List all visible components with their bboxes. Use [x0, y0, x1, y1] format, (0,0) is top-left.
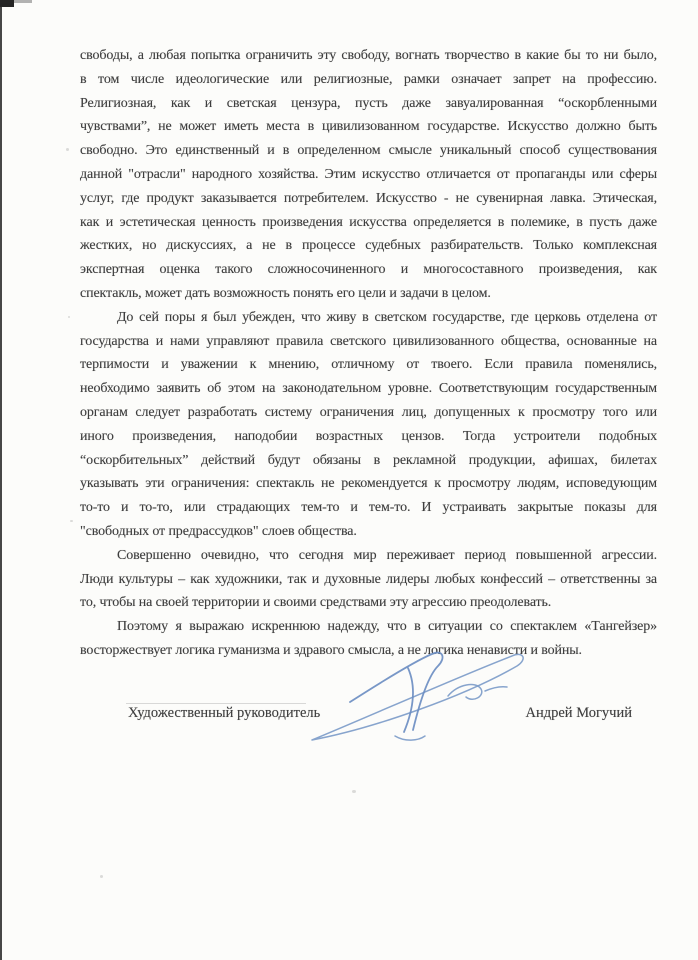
text-line: Поэтому я выражаю искреннюю надежду, что в ситуации со спектаклем «Тангейзер» [117, 619, 657, 635]
signature-scrawl [300, 646, 530, 746]
text-line: в том числе идеологические или религиозные, рамки означает запрет на профессию. [80, 71, 657, 87]
signature-faint-line [126, 703, 306, 704]
text-line: Люди культуры – как художники, так и духовные лидеры любых конфессий – ответственны за [80, 571, 657, 587]
text-line: Религиозная, как и светская цензура, пусть даже завуалированная “оскорбленными [80, 95, 657, 111]
text-line: свободы, а любая попытка ограничить эту свободу, вогнать творчество в какие бы то ни было, [80, 48, 657, 63]
text-line: “оскорбительных” действий будут обязаны в рекламной продукции, афишах, билетах [80, 452, 657, 468]
scan-edge-artifact [0, 0, 2, 960]
scan-speck [70, 520, 73, 522]
letter-body [80, 44, 657, 663]
text-line: указывать эти ограничения: спектакль не рекомендуется к просмотру людям, исповедующим [80, 476, 657, 492]
text-line: то-то и то-то, или страдающих тем-то и тем-то. И устраивать закрытые показы для [80, 500, 657, 516]
scan-speck [100, 875, 103, 878]
text-line: Совершенно очевидно, что сегодня мир переживает период повышенной агрессии. [117, 547, 657, 563]
text-line: спектакль, может дать возможность понять его цели и задачи в целом. [80, 285, 491, 301]
text-line: "свободных от предрассудков" слоев общества. [80, 523, 357, 539]
text-line: свободно. Это единственный и в определенном смысле уникальный способ существования [80, 143, 657, 159]
text-line: данной "отрасли" народного хозяйства. Этим искусство отличается от пропаганды или сферы [80, 166, 657, 182]
text-line: органам следует разработать систему ограничения лиц, допущенных к просмотру того или [80, 404, 657, 420]
text-line: то, чтобы на своей территории и своими средствами эту агрессию преодолевать. [80, 595, 552, 611]
scan-speck [68, 316, 70, 318]
signer-title: Художественный руководитель [128, 705, 321, 721]
scan-speck [352, 790, 356, 793]
scan-speck [66, 148, 69, 151]
text-line: восторжествует логика гуманизма и здравого смысла, а не логика ненависти и войны. [80, 642, 582, 658]
text-line: До сей поры я был убежден, что живу в светском государстве, где церковь отделена от [117, 309, 657, 325]
scan-corner-streak [0, 0, 32, 3]
text-line: услуг, где продукт заказывается потребителем. Искусство - не сувенирная лавка. Этическая, [80, 190, 657, 206]
text-line: жестких, но дискуссиях, а не в процессе судебных разбирательств. Только комплексная [80, 238, 657, 254]
text-line: необходимо заявить об этом на законодательном уровне. Соответствующим государственным [80, 381, 657, 397]
text-line: экспертная оценка такого сложносочиненного и многосоставного произведения, как [80, 262, 657, 278]
text-line: как и эстетическая ценность произведения искусства определяется в полемике, в пусть даже [80, 214, 657, 230]
text-line: терпимости и уважении к мнению, отличному от твоего. Если правила поменялись, [80, 357, 657, 373]
text-line: иного произведения, наподобии возрастных цензов. Тогда устроители подобных [80, 428, 657, 444]
text-line: государства и нами управляют правила светского цивилизованного общества, основанные на [80, 333, 657, 349]
text-line: чувствами”, не может иметь места в цивилизованном государстве. Искусство должно быть [80, 119, 657, 135]
signer-name: Андрей Могучий [525, 705, 632, 721]
